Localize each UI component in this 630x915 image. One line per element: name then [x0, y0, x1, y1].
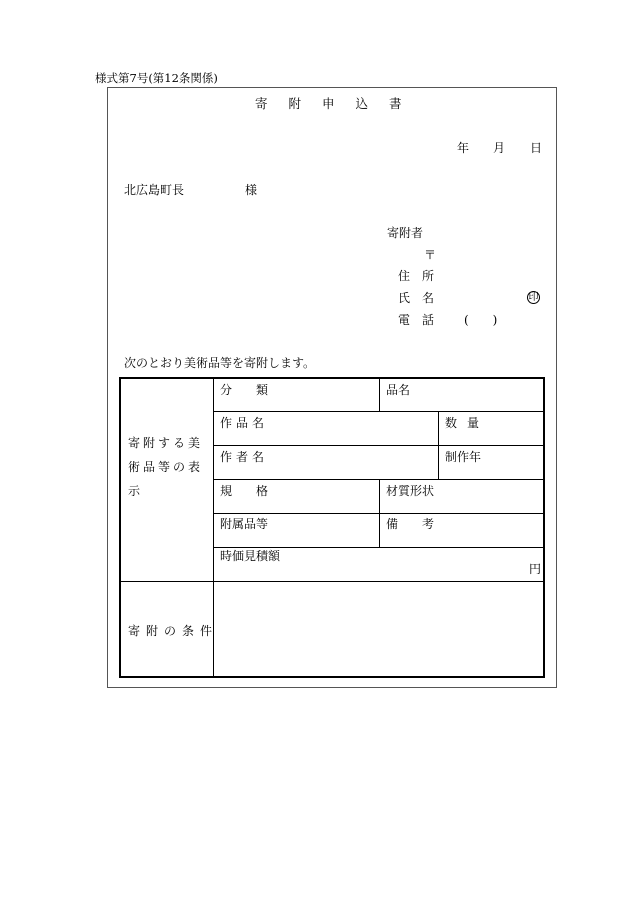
seal-mark: 印 [528, 292, 539, 303]
table-divider [379, 379, 380, 411]
date-month-label: 月 [493, 141, 506, 155]
artist-label: 作者名 [220, 450, 269, 464]
table-divider [213, 479, 543, 480]
year-made-label: 制作年 [445, 450, 482, 464]
postal-mark: 〒 [424, 248, 437, 262]
estimated-value-label: 時価見積額 [220, 549, 281, 563]
addressee-honorific: 様 [245, 183, 258, 197]
table-divider [213, 411, 543, 412]
date-year-label: 年 [457, 141, 470, 155]
table-divider [379, 479, 380, 547]
form-number: 様式第7号(第12条関係) [95, 71, 218, 85]
intro-text: 次のとおり美術品等を寄附します。 [124, 356, 316, 370]
work-title-label: 作品名 [220, 416, 269, 430]
material-shape-label: 材質形状 [386, 484, 435, 498]
donor-label: 寄附者 [387, 226, 424, 240]
table-divider [438, 411, 439, 479]
donation-table [119, 377, 545, 678]
form-title: 寄附申込書 [255, 96, 423, 111]
table-divider [213, 445, 543, 446]
accessories-label: 附属品等 [220, 517, 269, 531]
donor-name-label: 氏名 [398, 291, 447, 305]
donor-address-label: 住所 [398, 269, 447, 283]
donor-phone-label: 電話 [398, 313, 447, 327]
currency-unit: 円 [529, 562, 542, 576]
table-divider [121, 581, 543, 582]
table-divider [213, 547, 543, 548]
specification-label: 規格 [220, 484, 293, 498]
table-divider [213, 513, 543, 514]
donor-phone-parentheses: ( ) [464, 313, 498, 327]
category-label: 分類 [220, 383, 293, 397]
quantity-label: 数量 [445, 416, 490, 430]
date-day-label: 日 [530, 141, 543, 155]
item-name-label: 品名 [386, 383, 411, 397]
remarks-label: 備考 [386, 517, 459, 531]
row-header-items: 寄附する美術品等の表示 [128, 436, 204, 498]
addressee: 北広島町長 [124, 183, 185, 197]
row-header-conditions: 寄附の条件 [128, 624, 219, 638]
